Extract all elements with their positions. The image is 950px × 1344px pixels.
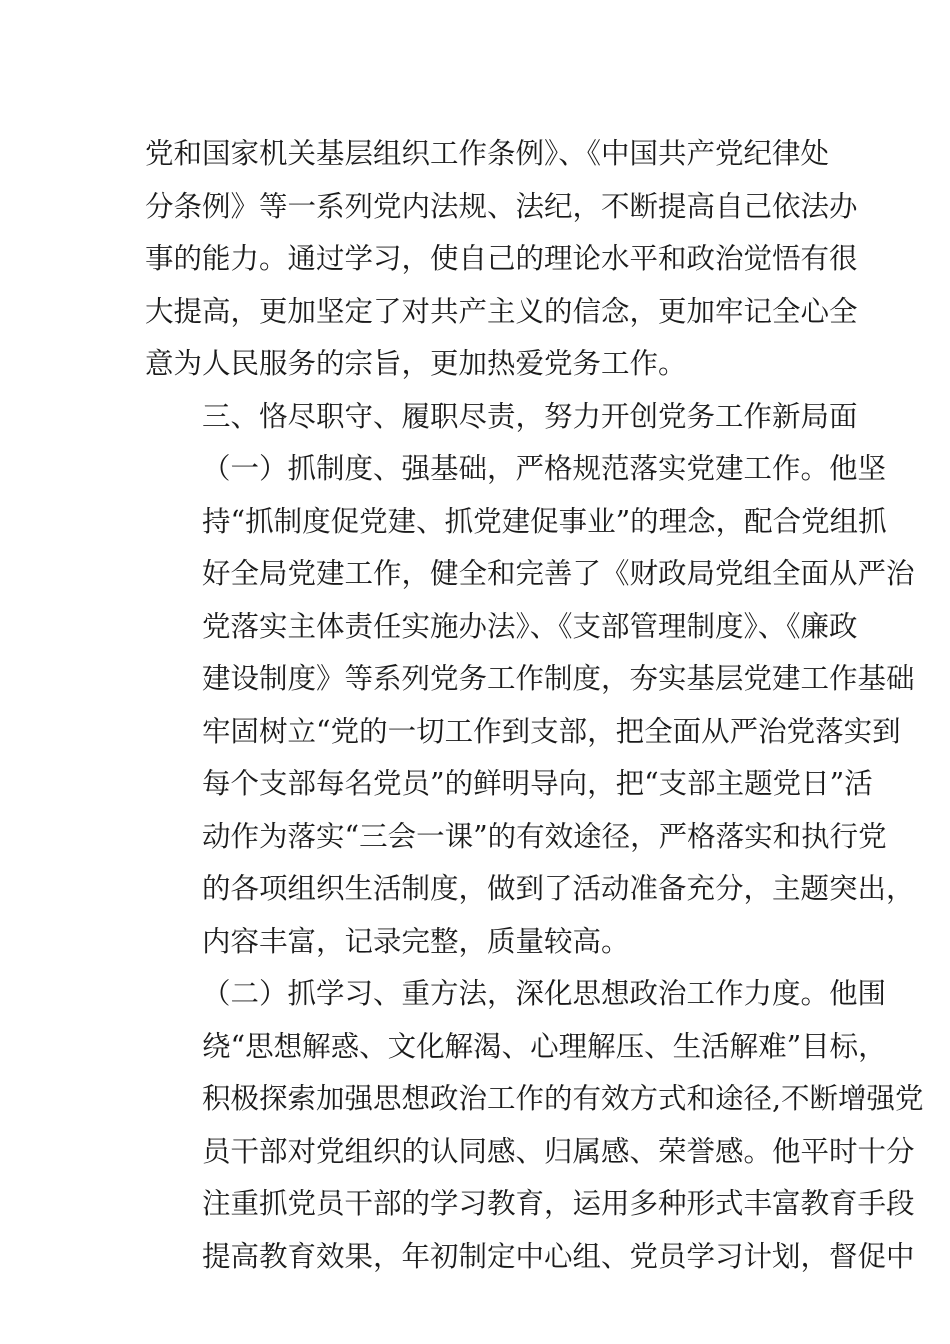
text-line: 分条例》等一系列党内法规、法纪，不断提高自己依法办 [145, 189, 858, 223]
text-line: 提高教育效果，年初制定中心组、党员学习计划，督促中 [202, 1239, 915, 1273]
paragraph-subsection-two [145, 968, 924, 1283]
text-line: 每个支部每名党员”的鲜明导向，把“支部主题党日”活 [202, 767, 873, 800]
text-line: 意为人民服务的宗旨，更加热爱党务工作。 [145, 347, 687, 380]
text-line: （二）抓学习、重方法，深化思想政治工作力度。他围 [202, 977, 887, 1010]
text-line: 事的能力。通过学习，使自己的理论水平和政治觉悟有很 [145, 242, 858, 275]
text-line: 内容丰富，记录完整，质量较高。 [202, 924, 630, 958]
text-line: （一）抓制度、强基础，严格规范落实党建工作。他坚 [202, 452, 887, 485]
text-line: 党落实主体责任实施办法》、《支部管理制度》、《廉政 [202, 609, 858, 643]
text-line: 大提高，更加坚定了对共产主义的信念，更加牢记全心全 [145, 294, 858, 328]
text-line: 的各项组织生活制度，做到了活动准备充分，主题突出， [202, 872, 915, 905]
section-heading-text: 三、恪尽职守、履职尽责，努力开创党务工作新局面 [202, 399, 858, 433]
text-line: 注重抓党员干部的学习教育，运用多种形式丰富教育手段 [202, 1187, 915, 1220]
text-line: 绕“思想解惑、文化解渴、心理解压、生活解难”目标， [202, 1029, 887, 1063]
text-line: 好全局党建工作，健全和完善了《财政局党组全面从严治 [202, 557, 915, 590]
text-line: 牢固树立“党的一切工作到支部，把全面从严治党落实到 [202, 714, 901, 748]
text-line: 员干部对党组织的认同感、归属感、荣誉感。他平时十分 [202, 1134, 915, 1168]
paragraph-subsection-one [145, 443, 915, 968]
text-line: 持“抓制度促党建、抓党建促事业”的理念，配合党组抓 [202, 504, 887, 538]
text-line: 党和国家机关基层组织工作条例》、《中国共产党纪律处 [145, 137, 830, 170]
body-text [145, 128, 924, 1283]
text-line: 建设制度》等系列党务工作制度，夯实基层党建工作基础 [202, 662, 915, 695]
text-line: 积极探索加强思想政治工作的有效方式和途径,不断增强党 [202, 1082, 924, 1115]
paragraph-study-conclusion [145, 128, 858, 391]
section-heading-three [145, 391, 858, 444]
text-line: 动作为落实“三会一课”的有效途径，严格落实和执行党 [202, 819, 887, 853]
